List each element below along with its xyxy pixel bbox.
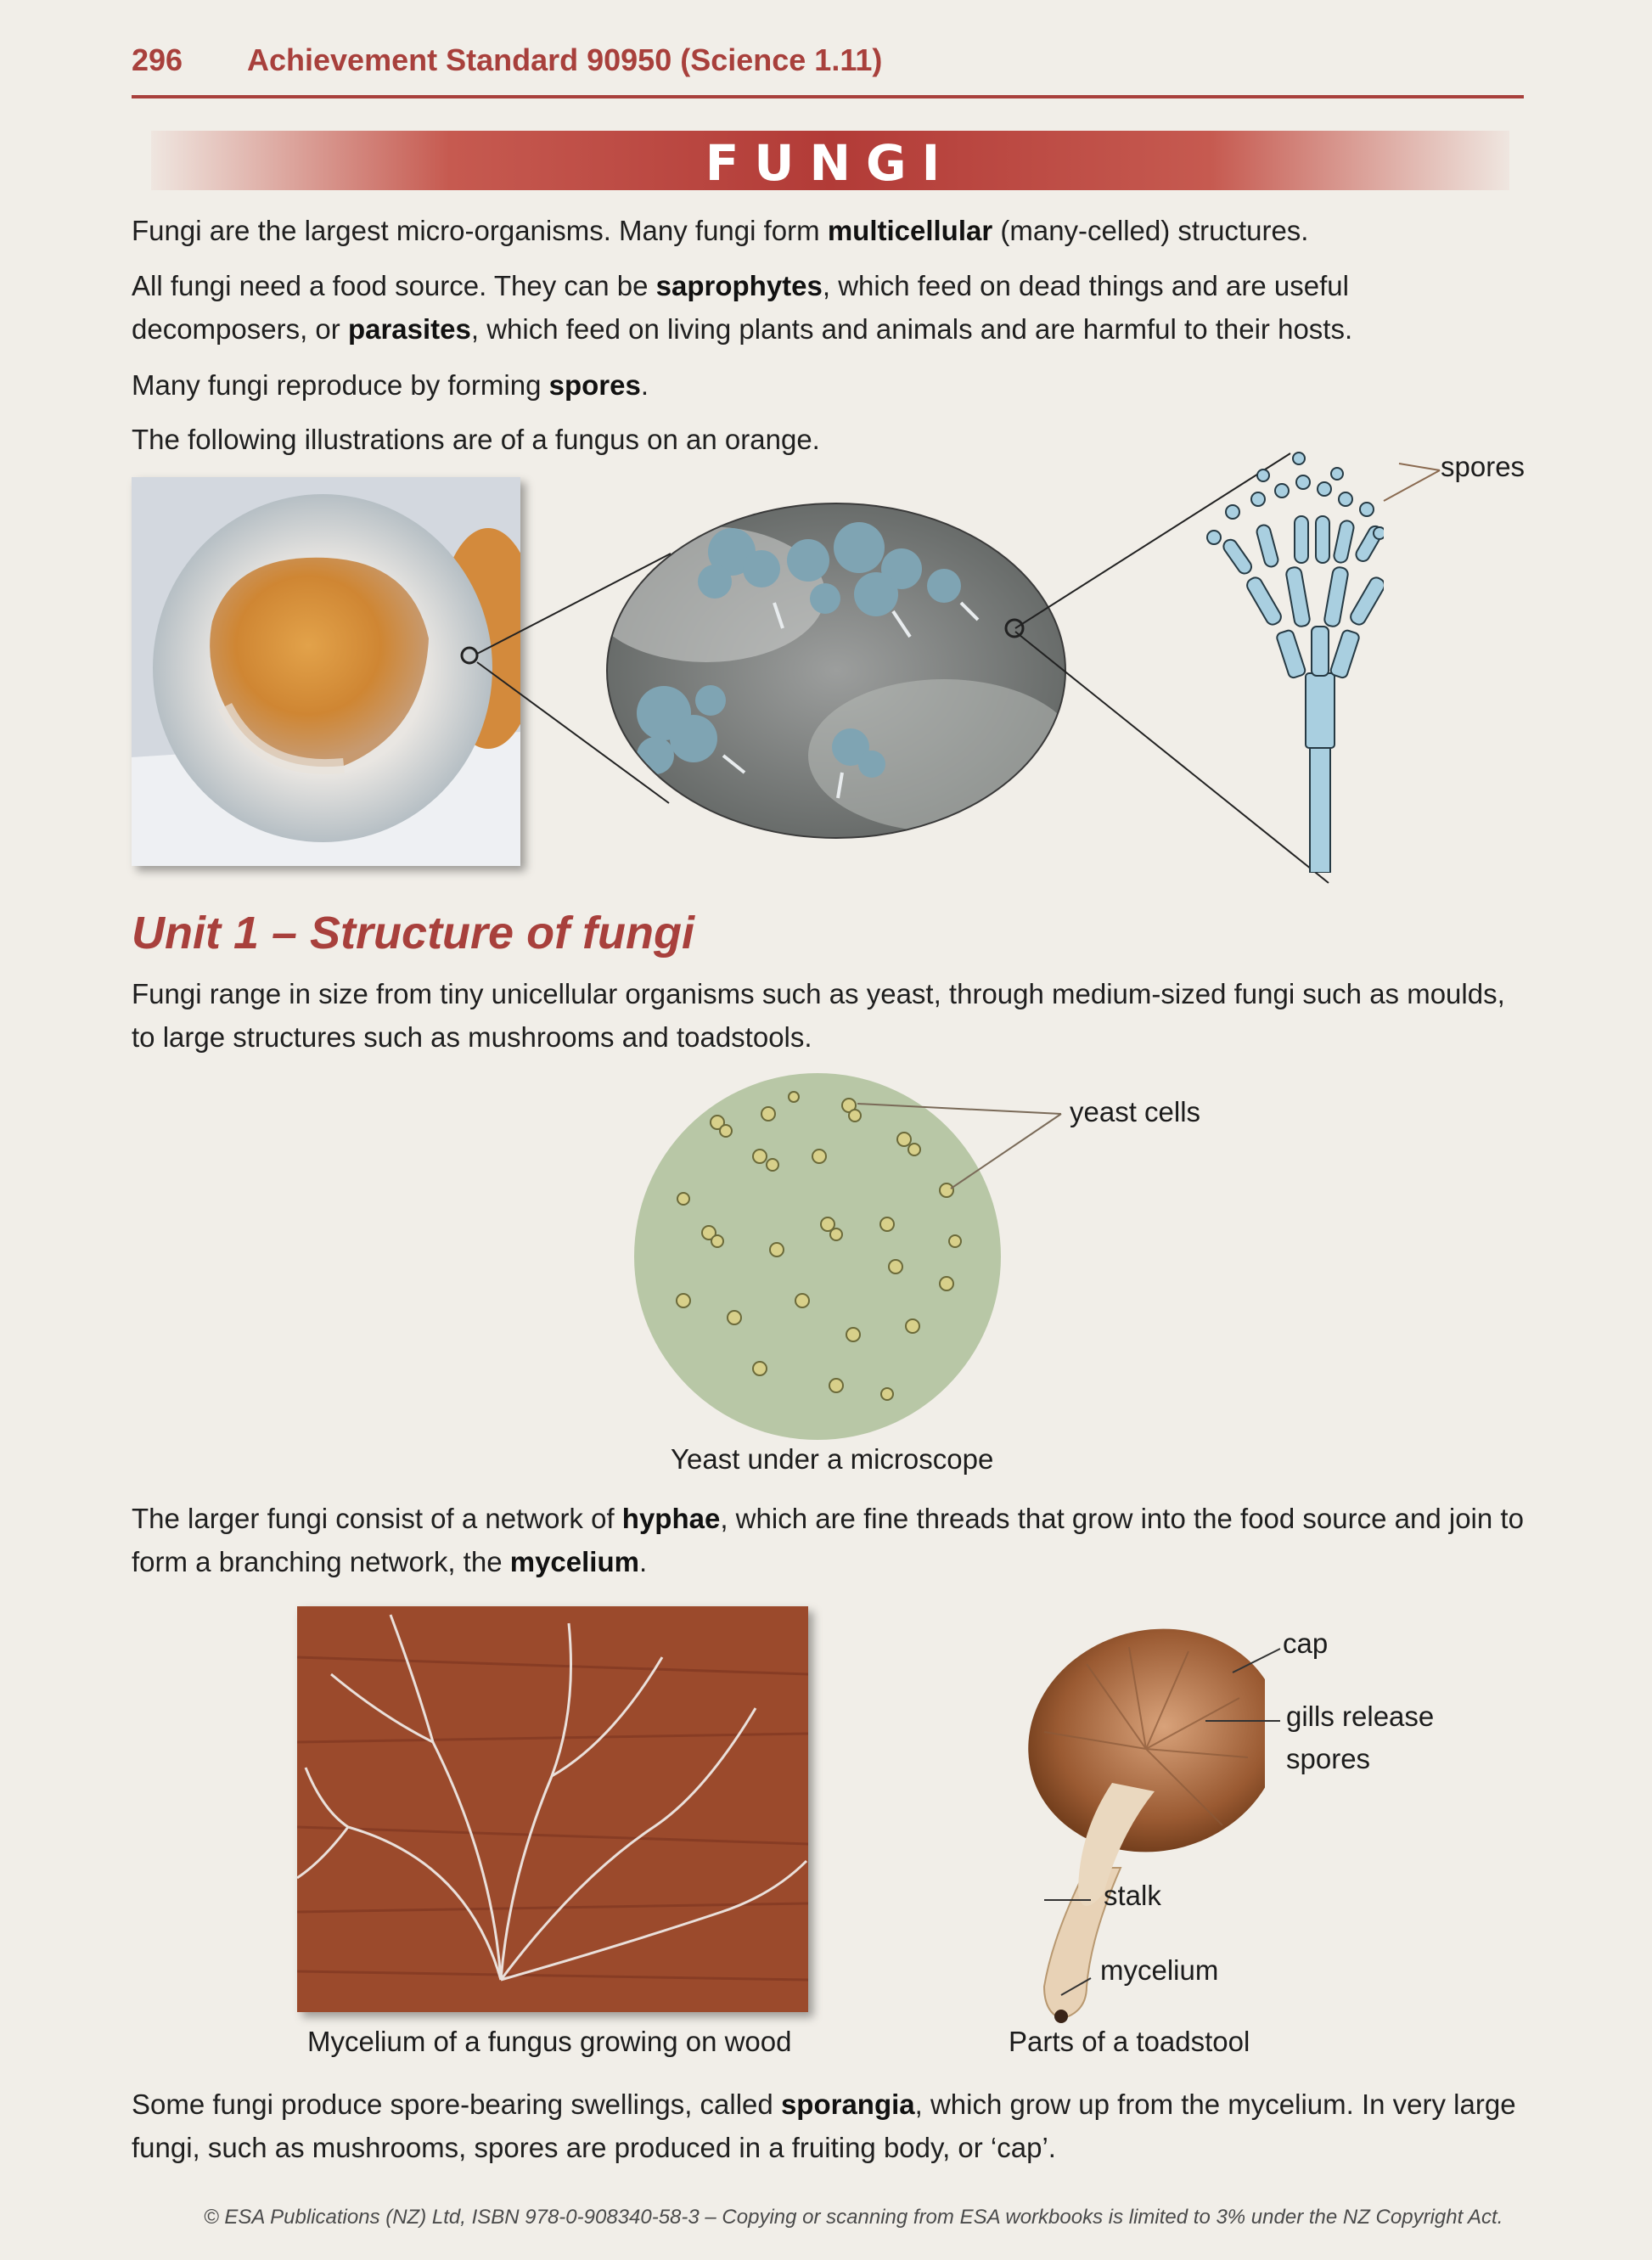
title-band	[151, 131, 1509, 190]
spores-label: spores	[1441, 451, 1526, 482]
toadstool-caption: Parts of a toadstool	[1009, 2026, 1250, 2057]
achievement-standard: Achievement Standard 90950 (Science 1.11)	[247, 42, 883, 77]
cap-label: cap	[1283, 1628, 1329, 1659]
page-header	[132, 37, 1524, 102]
yeast-cells-label: yeast cells	[1070, 1096, 1201, 1127]
unit-heading: Unit 1 – Structure of fungi	[132, 908, 695, 959]
intro-paragraph-4: The following illustrations are of a fungus on an orange.	[132, 424, 820, 455]
mycelium-photo	[297, 1606, 808, 2012]
intro-paragraph-2: All fungi need a food source. They can be saprophytes, which feed on dead things and are useful decomposers, or parasites, which feed on living plants and animals and are harmful to their hosts.	[132, 270, 1353, 345]
conidiophore-diagram	[1163, 448, 1384, 873]
page-title: FUNGI	[705, 134, 956, 192]
mycelium-label: mycelium	[1100, 1954, 1219, 1986]
unit1-paragraph-1: Fungi range in size from tiny unicellular organisms such as yeast, through medium-sized fungi such as moulds, to large structures such as mushrooms and toadstools.	[132, 978, 1505, 1053]
intro-paragraph-3: Many fungi reproduce by forming spores.	[132, 369, 649, 401]
magnified-mould-image	[604, 501, 1068, 840]
intro-paragraph-1: Fungi are the largest micro-organisms. Many fungi form multicellular (many-celled) structures.	[132, 215, 1309, 246]
page-number: 296	[132, 42, 183, 77]
copyright-footer: © ESA Publications (NZ) Ltd, ISBN 978-0-908340-58-3 – Copying or scanning from ESA workbooks is limited to 3% under the NZ Copyright Act.	[204, 2206, 1503, 2229]
mouldy-orange-photo	[132, 477, 520, 866]
gills-label-line-1: gills release	[1286, 1701, 1435, 1732]
yeast-label-lines	[849, 1095, 1078, 1231]
stalk-label: stalk	[1104, 1880, 1161, 1911]
gills-label-line-2: spores	[1286, 1743, 1371, 1774]
toadstool-label-lines	[1044, 1639, 1290, 2004]
mycelium-caption: Mycelium of a fungus growing on wood	[307, 2026, 792, 2057]
yeast-caption: Yeast under a microscope	[671, 1443, 994, 1475]
unit1-paragraph-3: Some fungi produce spore-bearing swellings, called sporangia, which grow up from the mycelium. In very large fungi, such as mushrooms, spores are produced in a fruiting body, or ‘cap’.	[132, 2089, 1516, 2163]
unit1-paragraph-2: The larger fungi consist of a network of hyphae, which are fine threads that grow into the food source and join to form a branching network, the mycelium.	[132, 1503, 1524, 1577]
header-rule	[132, 95, 1524, 98]
